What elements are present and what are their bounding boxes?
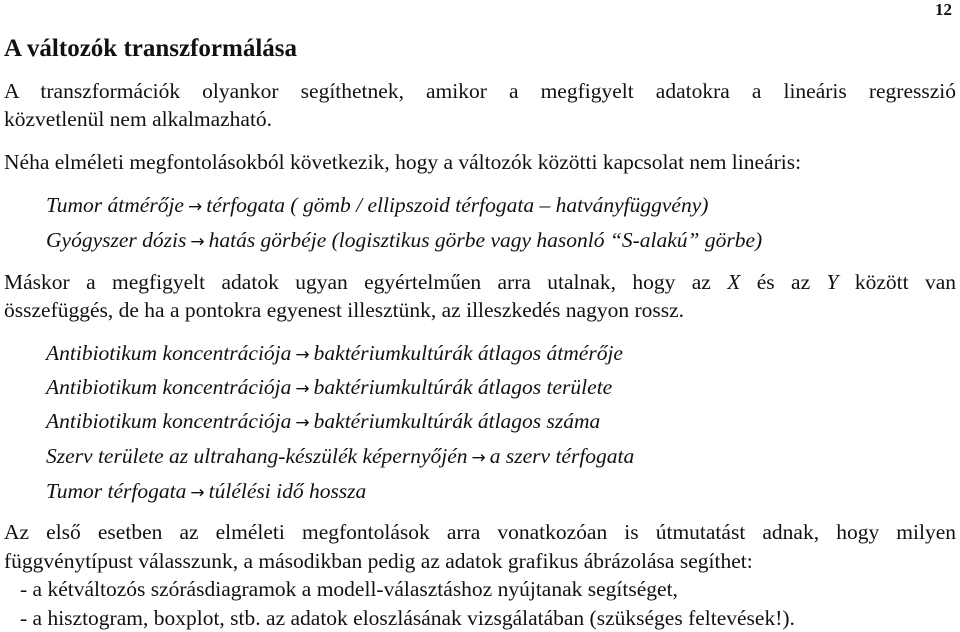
arrow-icon: → [190, 483, 205, 503]
example-left: Antibiotikum koncentrációja [46, 341, 292, 365]
intro-line-1: A transzformációk olyankor segíthetnek, amikor a megfigyelt adatokra a lineáris regresszió [4, 79, 956, 103]
data-intro-line-2: összefüggés, de ha a pontokra egyenest illesztünk, az illeszkedés nagyon rossz. [4, 298, 685, 322]
theory-example [46, 191, 708, 221]
page-number: 12 [935, 0, 952, 19]
page-title: A változók transzformálása [4, 35, 298, 62]
example-right: a szerv térfogata [489, 444, 635, 468]
conclusion-line-1: Az első esetben az elméleti megfontolások arra vonatkozóan is útmutatást adnak, hogy milyen [4, 520, 956, 544]
example-right: túlélési idő hossza [208, 479, 367, 503]
example-right: hatás görbéje (logisztikus görbe vagy hasonló “S-alakú” görbe) [208, 228, 763, 252]
theory-intro: Néha elméleti megfontolásokból következik, hogy a változók közötti kapcsolat nem lineáris: [4, 150, 802, 174]
example-right: baktériumkultúrák átlagos átmérője [313, 341, 623, 365]
example-left: Szerv területe az ultrahang-készülék képernyőjén [46, 444, 468, 468]
variable-y: Y [826, 270, 839, 294]
data-example [46, 407, 600, 437]
arrow-icon: → [190, 232, 205, 252]
example-left: Tumor átmérője [46, 193, 184, 217]
theory-example [46, 226, 762, 256]
data-example [46, 477, 366, 507]
data-example [46, 339, 623, 369]
data-example [46, 373, 612, 403]
example-left: Antibiotikum koncentrációja [46, 375, 292, 399]
example-right: baktériumkultúrák átlagos száma [313, 409, 601, 433]
example-right: térfogata ( gömb / ellipszoid térfogata – hatványfüggvény) [206, 193, 709, 217]
example-left: Tumor térfogata [46, 479, 187, 503]
example-right: baktériumkultúrák átlagos területe [313, 375, 613, 399]
arrow-icon: → [295, 345, 310, 365]
intro-line-2: közvetlenül nem alkalmazható. [4, 107, 273, 131]
bullet-item: - a kétváltozós szórásdiagramok a modell-választáshoz nyújtanak segítséget, [20, 577, 678, 601]
variable-x: X [727, 270, 741, 294]
arrow-icon: → [295, 413, 310, 433]
example-left: Antibiotikum koncentrációja [46, 409, 292, 433]
arrow-icon: → [187, 197, 203, 217]
bullet-item: - a hisztogram, boxplot, stb. az adatok eloszlásának vizsgálatában (szükséges feltevések!). [20, 606, 795, 630]
arrow-icon: → [471, 448, 486, 468]
data-intro-line-1: Máskor a megfigyelt adatok ugyan egyértelműen arra utalnak, hogy az X és az Y között van [4, 270, 957, 294]
example-left: Gyógyszer dózis [46, 228, 187, 252]
arrow-icon: → [295, 379, 310, 399]
conclusion-line-2: függvénytípust válasszunk, a másodikban pedig az adatok grafikus ábrázolása segíthet: [4, 549, 753, 573]
data-example [46, 442, 634, 472]
